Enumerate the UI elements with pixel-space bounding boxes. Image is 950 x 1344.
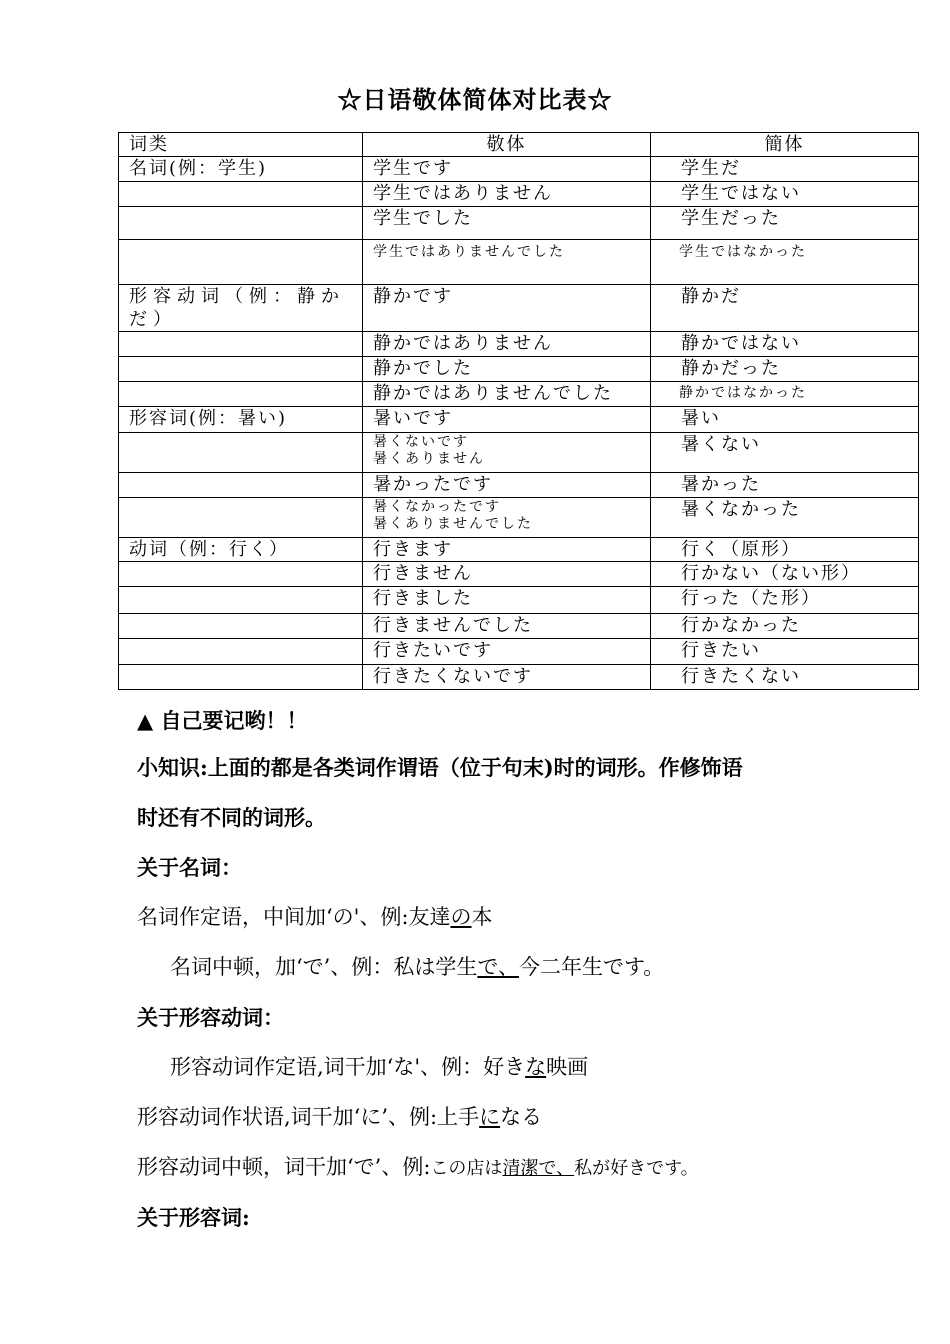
- table-cell: [119, 433, 363, 473]
- header-polite: 敬体: [363, 133, 651, 157]
- cell-line: 暑くないです: [373, 434, 469, 450]
- table-cell: [119, 332, 363, 357]
- table-cell: 形容词(例：暑い): [119, 407, 363, 433]
- table-cell: 行かなかった: [651, 614, 919, 639]
- table-row: [119, 332, 919, 357]
- underlined-particle: に: [479, 1105, 501, 1129]
- note-text: 形容动词中顿，词干加‘で’、例:: [137, 1155, 431, 1179]
- table-cell: 学生ではなかった: [651, 240, 919, 285]
- table-cell: 名词(例：学生): [119, 157, 363, 182]
- reminder-line: ▲ 自己要记哟！！: [137, 708, 308, 733]
- table-cell: 暑かった: [651, 473, 919, 498]
- table-cell: [119, 207, 363, 240]
- table-cell: [119, 498, 363, 538]
- table-cell: [119, 639, 363, 665]
- table-header-row: [119, 133, 919, 157]
- table-row: [119, 433, 919, 473]
- table-cell: 动词（例：行く）: [119, 538, 363, 562]
- table-cell: 行きたくないです: [363, 665, 651, 690]
- tip-line-2: 时还有不同的词形。: [137, 805, 326, 830]
- table-cell: 暑かったです: [363, 473, 651, 498]
- underlined-particle: な: [525, 1055, 547, 1079]
- table-row: [119, 285, 919, 332]
- na-note-2: [137, 1101, 542, 1131]
- table-cell: 行きます: [363, 538, 651, 562]
- table-cell: [119, 240, 363, 285]
- header-word-class: 词类: [119, 133, 363, 157]
- table-cell: 学生だった: [651, 207, 919, 240]
- note-text: 私が好きです。: [574, 1158, 699, 1179]
- table-cell: 静かではなかった: [651, 382, 919, 407]
- table-cell: [363, 498, 651, 538]
- table-cell: 静かだ: [651, 285, 919, 332]
- table-row: [119, 240, 919, 285]
- table-cell: 静かではありませんでした: [363, 382, 651, 407]
- page-title: ☆日语敬体简体对比表☆: [337, 85, 613, 114]
- table-row: [119, 382, 919, 407]
- underlined-particle: の: [450, 905, 472, 929]
- note-text: 名词作定语，中间加‘の'、例:友達: [137, 905, 451, 929]
- table-cell: 静かでした: [363, 357, 651, 382]
- table-cell: 暑いです: [363, 407, 651, 433]
- table-cell: 形容动词（例：静かだ）: [119, 285, 363, 332]
- note-text: 形容动词作定语,词干加‘な'、例：好き: [170, 1055, 526, 1079]
- table-cell: 暑くなかった: [651, 498, 919, 538]
- table-cell: [119, 614, 363, 639]
- table-row: [119, 473, 919, 498]
- table-cell: 静かではありません: [363, 332, 651, 357]
- table-row: [119, 357, 919, 382]
- table-cell: 行かない（ない形）: [651, 562, 919, 587]
- table-cell: [119, 562, 363, 587]
- table-cell: 学生です: [363, 157, 651, 182]
- note-text: 名词中顿，加‘で’、例：私は学生: [170, 955, 478, 979]
- note-text: 形容动词作状语,词干加‘に’、例:上手: [137, 1105, 480, 1129]
- underlined-particle: で、: [477, 955, 519, 979]
- table-cell: [363, 433, 651, 473]
- table-cell: 静かです: [363, 285, 651, 332]
- cell-line: 暑くなかったです: [373, 499, 501, 515]
- i-adjective-heading: 关于形容词:: [137, 1205, 250, 1230]
- header-plain: 簡体: [651, 133, 919, 157]
- note-text: 今二年生です。: [518, 955, 665, 979]
- table-cell: [119, 473, 363, 498]
- table-cell: 行きたいです: [363, 639, 651, 665]
- table-cell: 学生ではない: [651, 182, 919, 207]
- table-row: [119, 665, 919, 690]
- table-cell: 学生だ: [651, 157, 919, 182]
- table-cell: [119, 182, 363, 207]
- noun-note-2: [170, 951, 664, 981]
- table-cell: 学生でした: [363, 207, 651, 240]
- cell-line: 暑くありません: [373, 451, 485, 467]
- table-cell: 行きませんでした: [363, 614, 651, 639]
- comparison-table: [118, 132, 919, 690]
- table-cell: 行く（原形）: [651, 538, 919, 562]
- note-text: この店は: [430, 1158, 503, 1179]
- table-row: [119, 562, 919, 587]
- table-cell: 行った（た形）: [651, 587, 919, 614]
- cell-line: 暑くありませんでした: [373, 516, 533, 532]
- table-row: [119, 207, 919, 240]
- na-note-3: [137, 1151, 699, 1181]
- table-cell: [119, 587, 363, 614]
- note-text: なる: [500, 1105, 543, 1129]
- table-row: [119, 498, 919, 538]
- noun-note-1: [137, 901, 493, 931]
- na-adjective-heading: 关于形容动词：: [137, 1005, 284, 1030]
- table-row: [119, 157, 919, 182]
- table-cell: 行きたくない: [651, 665, 919, 690]
- table-cell: 行きたい: [651, 639, 919, 665]
- tip-line-1: 小知识:上面的都是各类词作谓语（位于句末)时的词形。作修饰语: [137, 755, 743, 780]
- table-cell: 行きました: [363, 587, 651, 614]
- table-row: [119, 639, 919, 665]
- table-row: [119, 538, 919, 562]
- table-cell: 静かではない: [651, 332, 919, 357]
- table-cell: [119, 357, 363, 382]
- table-cell: [119, 382, 363, 407]
- na-note-1: [170, 1051, 588, 1081]
- table-row: [119, 587, 919, 614]
- table-cell: 暑くない: [651, 433, 919, 473]
- table-cell: [119, 665, 363, 690]
- table-row: [119, 407, 919, 433]
- table-row: [119, 614, 919, 639]
- table-row: [119, 182, 919, 207]
- table-cell: 学生ではありません: [363, 182, 651, 207]
- note-text: 映画: [546, 1055, 589, 1079]
- table-cell: 行きません: [363, 562, 651, 587]
- noun-heading: 关于名词：: [137, 855, 242, 880]
- underlined-phrase: 清潔で、: [502, 1158, 575, 1179]
- table-cell: 学生ではありませんでした: [363, 240, 651, 285]
- note-text: 本: [471, 905, 493, 929]
- table-cell: 静かだった: [651, 357, 919, 382]
- table-cell: 暑い: [651, 407, 919, 433]
